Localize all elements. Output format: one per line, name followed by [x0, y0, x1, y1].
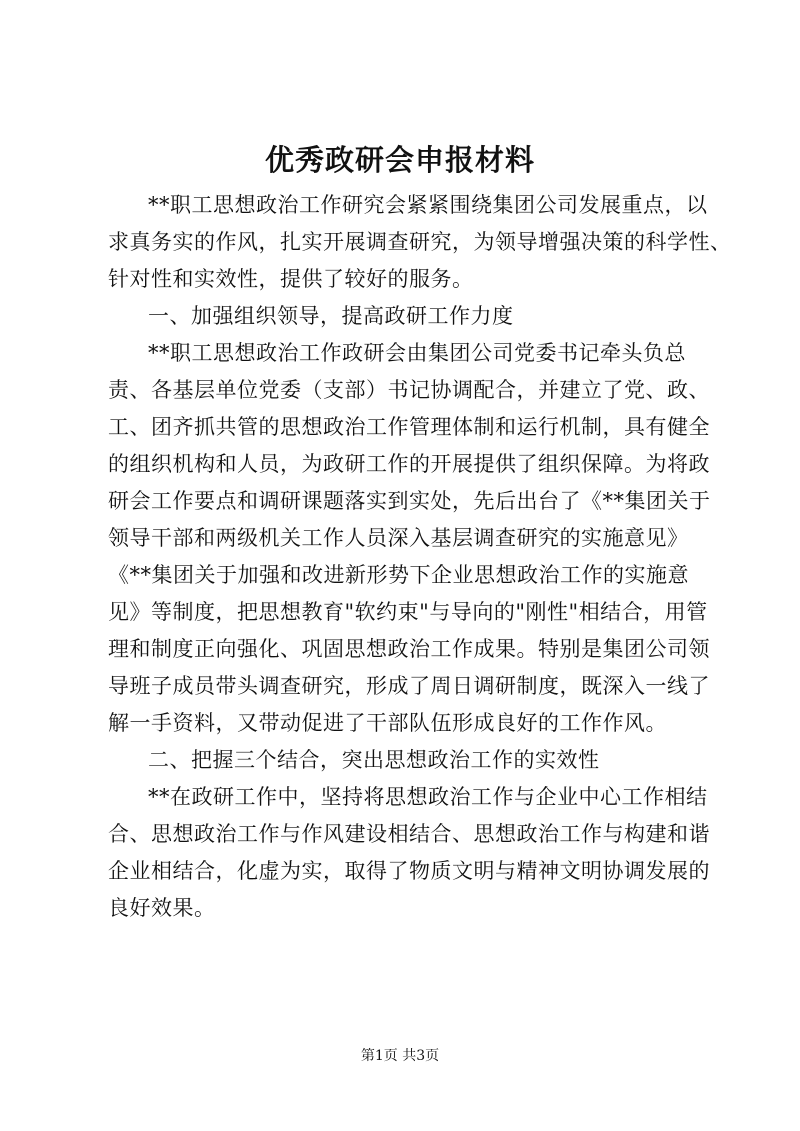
body-line: 的组织机构和人员，为政研工作的开展提供了组织保障。为将政 — [108, 452, 710, 476]
body-line: 研会工作要点和调研课题落实到实处，先后出台了《**集团关于 — [108, 489, 711, 513]
body-line: 求真务实的作风，扎实开展调查研究，为领导增强决策的科学性、 — [108, 230, 732, 254]
body-line: 合、思想政治工作与作风建设相结合、思想政治工作与构建和谐 — [108, 822, 710, 846]
body-line: 工、团齐抓共管的思想政治工作管理体制和运行机制，具有健全 — [108, 415, 710, 439]
body-line: **职工思想政治工作研究会紧紧围绕集团公司发展重点，以 — [148, 193, 708, 217]
body-line: **职工思想政治工作政研会由集团公司党委书记牵头负总 — [148, 341, 686, 365]
body-line: 针对性和实效性，提供了较好的服务。 — [108, 267, 474, 291]
section-heading: 一、加强组织领导，提高政研工作力度 — [148, 304, 514, 328]
body-line: 领导干部和两级机关工作人员深入基层调查研究的实施意见》 — [108, 526, 689, 550]
body-line: 见》等制度，把思想教育"软约束"与导向的"刚性"相结合，用管 — [108, 600, 708, 624]
section-heading: 二、把握三个结合，突出思想政治工作的实效性 — [148, 748, 600, 772]
body-line: **在政研工作中，坚持将思想政治工作与企业中心工作相结 — [148, 785, 708, 809]
body-line: 《**集团关于加强和改进新形势下企业思想政治工作的实施意 — [108, 563, 689, 587]
body-line: 理和制度正向强化、巩固思想政治工作成果。特别是集团公司领 — [108, 637, 710, 661]
page-number-footer: 第1页 共3页 — [360, 1048, 440, 1064]
body-line: 解一手资料，又带动促进了干部队伍形成良好的工作作风。 — [108, 711, 667, 735]
body-line: 良好效果。 — [108, 896, 216, 920]
document-title: 优秀政研会申报材料 — [264, 143, 535, 177]
body-line: 导班子成员带头调查研究，形成了周日调研制度，既深入一线了 — [108, 674, 710, 698]
body-line: 责、各基层单位党委（支部）书记协调配合，并建立了党、政、 — [108, 378, 710, 402]
body-line: 企业相结合，化虚为实，取得了物质文明与精神文明协调发展的 — [108, 859, 710, 883]
